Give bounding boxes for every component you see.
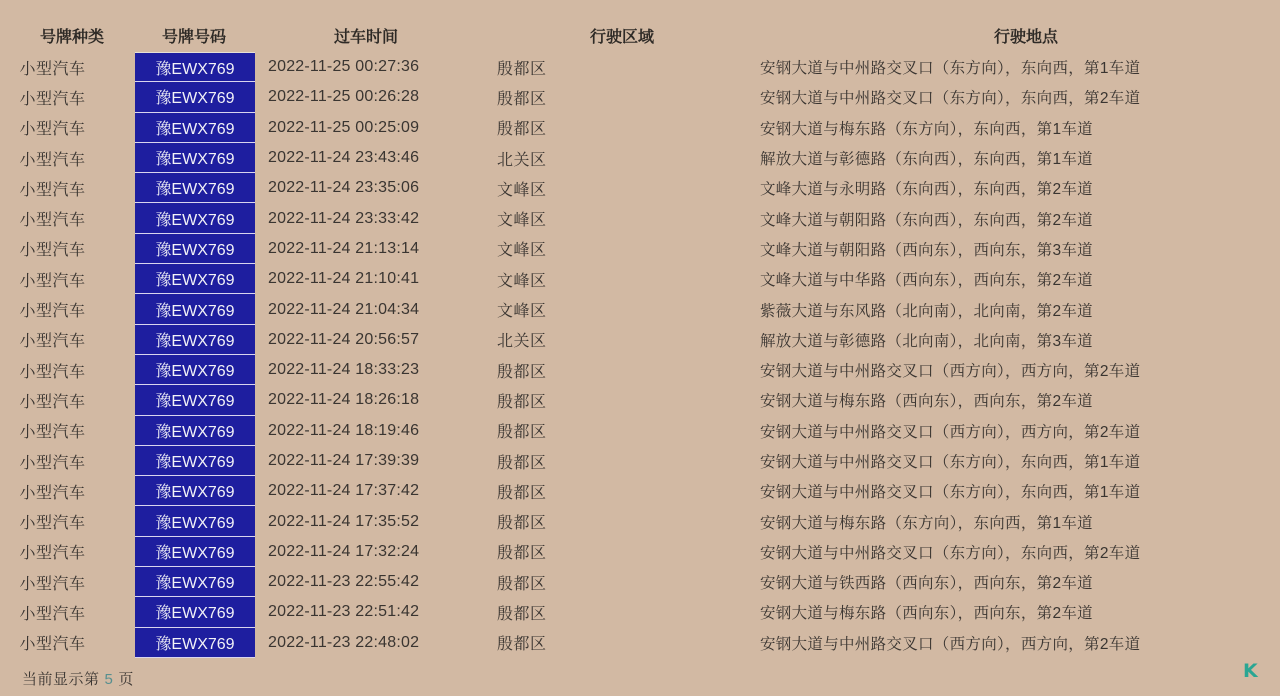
location: 安钢大道与中州路交叉口（东方向），东向西，第2车道: [760, 544, 1141, 562]
table-row: [0, 294, 1280, 324]
pass-time: 2022-11-24 17:35:52: [268, 512, 420, 530]
pass-time: 2022-11-23 22:51:42: [268, 603, 420, 621]
table-row: [0, 476, 1280, 506]
location: 紫薇大道与东风路（北向南），北向南，第2车道: [760, 302, 1093, 320]
header-pass-time: 过车时间: [334, 29, 399, 46]
pass-time: 2022-11-24 21:13:14: [268, 239, 420, 257]
plate-badge[interactable]: 豫EWX769: [135, 446, 255, 476]
pass-time: 2022-11-24 17:32:24: [268, 542, 420, 560]
location: 文峰大道与永明路（东向西），东向西，第2车道: [760, 181, 1093, 199]
location: 安钢大道与中州路交叉口（东方向），东向西，第1车道: [760, 454, 1141, 471]
plate-badge[interactable]: 豫EWX769: [135, 476, 255, 506]
district: 殷都区: [497, 393, 547, 411]
table-row: [0, 52, 1280, 82]
table-row: [0, 143, 1280, 173]
vehicle-type: 小型汽车: [19, 363, 86, 381]
vehicle-type: 小型汽车: [19, 545, 86, 563]
plate-badge[interactable]: 豫EWX769: [135, 506, 255, 536]
vehicle-type: 小型汽车: [19, 454, 86, 472]
table-row: [0, 325, 1280, 355]
plate-badge[interactable]: 豫EWX769: [135, 597, 255, 627]
table-body: [0, 52, 1280, 658]
plate-badge[interactable]: 豫EWX769: [135, 203, 255, 233]
location: 安钢大道与梅东路（西向东），西向东，第2车道: [760, 393, 1093, 411]
table-row: [0, 355, 1280, 385]
table-row: [0, 385, 1280, 415]
plate-badge[interactable]: 豫EWX769: [135, 416, 255, 446]
location: 安钢大道与中州路交叉口（西方向），西方向，第2车道: [760, 635, 1141, 653]
pass-time: 2022-11-25 00:25:09: [268, 118, 420, 136]
plate-badge[interactable]: 豫EWX769: [135, 264, 255, 294]
vehicle-type: 小型汽车: [19, 121, 86, 139]
pass-time: 2022-11-24 23:33:42: [268, 209, 420, 227]
table-row: [0, 264, 1280, 294]
plate-badge[interactable]: 豫EWX769: [135, 82, 255, 112]
location: 安钢大道与梅东路（东方向），东向西，第1车道: [760, 514, 1093, 532]
table-row: [0, 446, 1280, 476]
vehicle-type: 小型汽车: [19, 636, 86, 654]
location: 安钢大道与中州路交叉口（西方向），西方向，第2车道: [760, 423, 1141, 441]
plate-badge[interactable]: 豫EWX769: [135, 537, 255, 567]
district: 殷都区: [497, 363, 547, 381]
location: 安钢大道与梅东路（西向东），西向东，第2车道: [760, 605, 1093, 623]
district: 殷都区: [497, 60, 547, 78]
district: 文峰区: [497, 272, 547, 290]
table-row: [0, 567, 1280, 597]
plate-badge[interactable]: 豫EWX769: [135, 385, 255, 415]
vehicle-type: 小型汽车: [19, 484, 86, 502]
watermark-k-logo: K: [1243, 660, 1258, 682]
pass-time: 2022-11-25 00:26:28: [268, 88, 420, 106]
plate-badge[interactable]: 豫EWX769: [135, 325, 255, 355]
pass-time: 2022-11-24 18:19:46: [268, 421, 420, 439]
table-header-row: [0, 24, 1280, 44]
table-row: [0, 113, 1280, 143]
location: 安钢大道与中州路交叉口（东方向），东向西，第2车道: [760, 90, 1141, 108]
plate-badge[interactable]: 豫EWX769: [135, 173, 255, 203]
table-row: [0, 416, 1280, 446]
plate-badge[interactable]: 豫EWX769: [135, 294, 255, 324]
district: 殷都区: [497, 484, 547, 502]
vehicle-type: 小型汽车: [19, 151, 86, 169]
district: 殷都区: [497, 545, 547, 563]
district: 文峰区: [497, 303, 547, 321]
plate-badge[interactable]: 豫EWX769: [135, 234, 255, 264]
plate-badge[interactable]: 豫EWX769: [135, 113, 255, 143]
table-row: [0, 537, 1280, 567]
district: 文峰区: [497, 242, 547, 260]
location: 解放大道与彰德路（北向南），北向南，第3车道: [760, 332, 1093, 350]
table-row: [0, 628, 1280, 658]
current-page-number: 5: [104, 671, 114, 688]
pagination-status: [22, 668, 134, 689]
district: 殷都区: [497, 121, 547, 139]
vehicle-type: 小型汽车: [19, 333, 86, 351]
table-row: [0, 597, 1280, 627]
header-plate-number: 号牌号码: [162, 29, 227, 46]
vehicle-type: 小型汽车: [19, 90, 86, 108]
vehicle-type: 小型汽车: [19, 424, 86, 442]
location: 安钢大道与中州路交叉口（西方向），西方向，第2车道: [760, 363, 1141, 381]
pass-time: 2022-11-23 22:55:42: [268, 573, 420, 591]
pass-time: 2022-11-24 23:43:46: [268, 149, 420, 167]
vehicle-type: 小型汽车: [19, 393, 86, 411]
pagination-prefix: 当前显示第: [22, 671, 100, 688]
pass-time: 2022-11-24 20:56:57: [268, 330, 420, 348]
district: 文峰区: [497, 212, 547, 230]
district: 殷都区: [497, 605, 547, 623]
district: 殷都区: [497, 454, 547, 472]
vehicle-type: 小型汽车: [19, 605, 86, 623]
table-row: [0, 173, 1280, 203]
vehicle-type: 小型汽车: [19, 515, 86, 533]
vehicle-type: 小型汽车: [19, 212, 86, 230]
district: 北关区: [497, 151, 547, 169]
table-row: [0, 234, 1280, 264]
district: 殷都区: [497, 636, 547, 654]
vehicle-type: 小型汽车: [19, 242, 86, 260]
vehicle-type: 小型汽车: [19, 575, 86, 593]
location: 安钢大道与铁西路（西向东），西向东，第2车道: [760, 575, 1093, 593]
pass-time: 2022-11-24 23:35:06: [268, 179, 420, 197]
pass-time: 2022-11-24 18:26:18: [268, 391, 420, 409]
header-location: 行驶地点: [994, 29, 1059, 46]
plate-badge[interactable]: 豫EWX769: [135, 355, 255, 385]
district: 殷都区: [497, 515, 547, 533]
table-row: [0, 506, 1280, 536]
location: 文峰大道与中华路（西向东），西向东，第2车道: [760, 272, 1093, 290]
district: 文峰区: [497, 181, 547, 199]
pass-time: 2022-11-23 22:48:02: [268, 633, 420, 651]
plate-badge[interactable]: 豫EWX769: [135, 52, 255, 82]
pass-time: 2022-11-24 21:04:34: [268, 300, 420, 318]
table-row: [0, 82, 1280, 112]
location: 文峰大道与朝阳路（西向东），西向东，第3车道: [760, 241, 1093, 259]
district: 殷都区: [497, 575, 547, 593]
vehicle-type: 小型汽车: [19, 181, 86, 199]
pass-time: 2022-11-24 17:37:42: [268, 482, 420, 500]
district: 北关区: [497, 333, 547, 351]
location: 安钢大道与中州路交叉口（东方向），东向西，第1车道: [760, 484, 1141, 502]
pass-time: 2022-11-25 00:27:36: [268, 58, 420, 76]
pass-time: 2022-11-24 21:10:41: [268, 270, 420, 288]
pagination-suffix: 页: [118, 671, 134, 688]
location: 安钢大道与中州路交叉口（东方向），东向西，第1车道: [760, 60, 1141, 78]
table-row: [0, 203, 1280, 233]
plate-badge[interactable]: 豫EWX769: [135, 567, 255, 597]
district: 殷都区: [497, 90, 547, 108]
pass-time: 2022-11-24 17:39:39: [268, 452, 420, 469]
location: 文峰大道与朝阳路（东向西），东向西，第2车道: [760, 211, 1093, 229]
plate-badge[interactable]: 豫EWX769: [135, 143, 255, 173]
pass-time: 2022-11-24 18:33:23: [268, 361, 420, 379]
header-district: 行驶区域: [590, 29, 655, 46]
header-plate-type: 号牌种类: [40, 29, 105, 46]
location: 解放大道与彰德路（东向西），东向西，第1车道: [760, 151, 1093, 169]
vehicle-type: 小型汽车: [19, 272, 86, 290]
vehicle-type: 小型汽车: [19, 303, 86, 321]
district: 殷都区: [497, 424, 547, 442]
vehicle-type: 小型汽车: [19, 60, 86, 78]
location: 安钢大道与梅东路（东方向），东向西，第1车道: [760, 120, 1093, 138]
plate-badge[interactable]: 豫EWX769: [135, 628, 255, 658]
